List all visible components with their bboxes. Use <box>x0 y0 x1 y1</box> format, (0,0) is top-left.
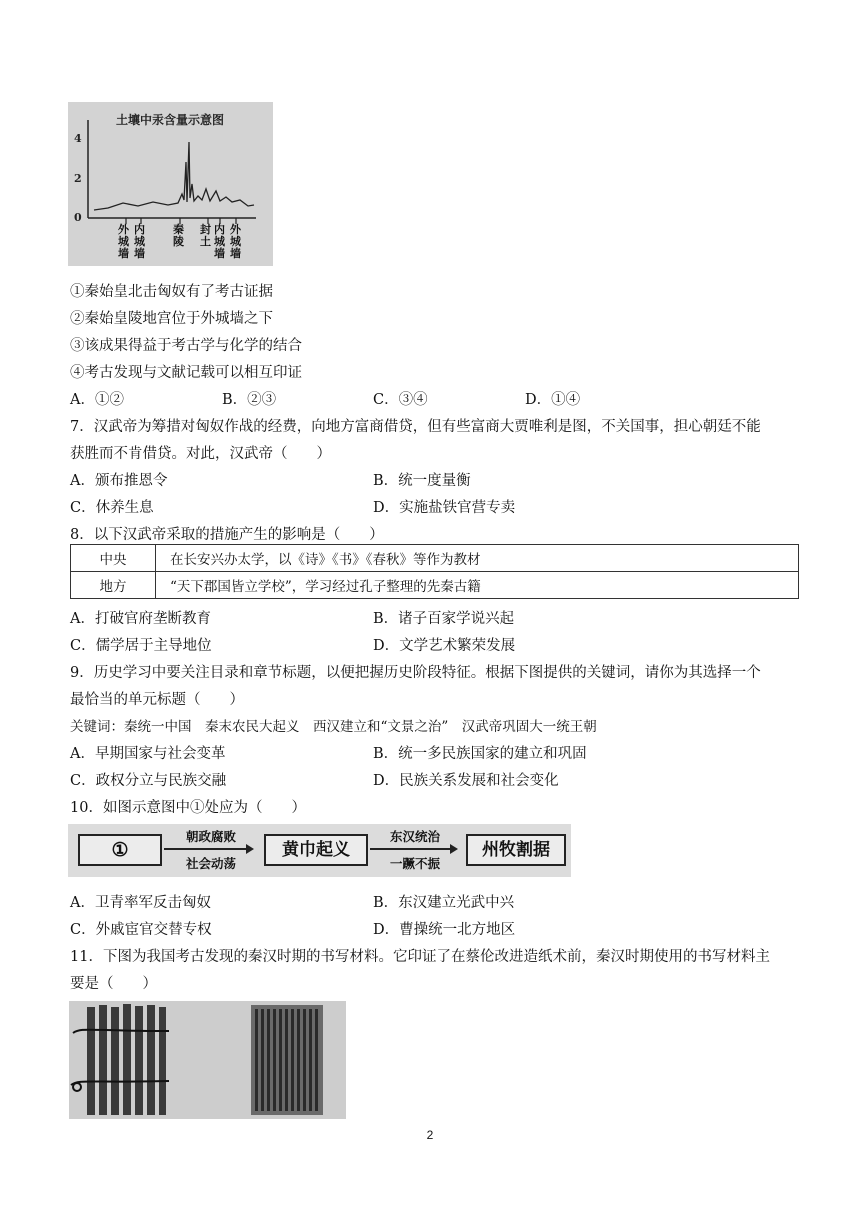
q10-option-a: A．卫青率军反击匈奴 <box>70 895 211 911</box>
q10-stem: 10．如图示意图中①处应为（ ） <box>70 800 306 816</box>
q11-stem-line1: 11．下图为我国考古发现的秦汉时期的书写材料。它印证了在蔡伦改进造纸术前，秦汉时期使用的书写材料主 <box>70 949 770 965</box>
x-label-mound: 封土 <box>200 223 211 248</box>
q8-stem: 8．以下汉武帝采取的措施产生的影响是（ ） <box>70 527 384 543</box>
table-value-central: 在长安兴办太学，以《诗》《书》《春秋》等作为教材 <box>156 545 799 572</box>
q6-statement-4: ④考古发现与文献记载可以相互印证 <box>70 365 302 381</box>
x-label-inner-wall-left: 内城墙 <box>134 223 145 260</box>
flow-arrow1-bottom-label: 社会动荡 <box>185 856 236 871</box>
q9-option-c: C．政权分立与民族交融 <box>70 773 227 789</box>
q6-option-b: B．②③ <box>222 392 277 408</box>
q7-stem-line1: 7．汉武帝为筹措对匈奴作战的经费，向地方富商借贷，但有些富商大贾唯利是图，不关国事，担心朝廷不能 <box>70 419 761 435</box>
bamboo-and-silk-image <box>69 1001 346 1119</box>
table-value-local: “天下郡国皆立学校”，学习经过孔子整理的先秦古籍 <box>156 572 799 599</box>
flow-arrow-1 <box>164 848 252 850</box>
page-number: 2 <box>426 1128 434 1142</box>
q9-option-d: D．民族关系发展和社会变化 <box>373 773 559 789</box>
q9-option-b: B．统一多民族国家的建立和巩固 <box>373 746 587 762</box>
y-tick-2: 2 <box>74 172 82 185</box>
flow-box-1: ① <box>78 834 162 866</box>
q9-stem-line1: 9．历史学习中要关注目录和章节标题，以便把握历史阶段特征。根据下图提供的关键词，请你为其选择一个 <box>70 665 761 681</box>
flow-arrow2-top-label: 东汉统治 <box>389 829 440 844</box>
flow-arrow-2 <box>370 848 456 850</box>
q10-option-c: C．外戚宦官交替专权 <box>70 922 212 938</box>
soil-mercury-figure <box>68 102 273 266</box>
chart-title: 土壤中汞含量示意图 <box>116 113 225 127</box>
q7-option-a: A．颁布推恩令 <box>70 473 168 489</box>
q6-statement-2: ②秦始皇陵地宫位于外城墙之下 <box>70 311 273 327</box>
flow-arrow1-top-label: 朝政腐败 <box>185 829 236 844</box>
flow-arrow2-bottom-label: 一蹶不振 <box>389 856 440 871</box>
q8-option-d: D．文学艺术繁荣发展 <box>373 638 516 654</box>
table-key-central: 中央 <box>71 545 156 572</box>
q8-option-b: B．诸子百家学说兴起 <box>373 611 515 627</box>
q9-keywords: 关键词：秦统一中国 秦末农民大起义 西汉建立和“文景之治” 汉武帝巩固大一统王朝 <box>70 719 597 735</box>
x-label-qin-mausoleum: 秦陵 <box>173 223 184 248</box>
q6-option-a: A．①② <box>70 392 124 408</box>
q9-stem-line2: 最恰当的单元标题（ ） <box>70 692 244 708</box>
writing-materials-photo <box>69 1001 346 1119</box>
q6-option-d: D．①④ <box>525 392 581 408</box>
q7-stem-line2: 获胜而不肯借贷。对此，汉武帝（ ） <box>70 446 331 462</box>
flow-box-3: 州牧割据 <box>466 834 566 866</box>
q8-option-a: A．打破官府垄断教育 <box>70 611 211 627</box>
q8-measures-table <box>70 544 799 599</box>
q6-option-c: C．③④ <box>373 392 428 408</box>
q10-option-d: D．曹操统一北方地区 <box>373 922 516 938</box>
x-label-outer-wall-right: 外城墙 <box>230 223 241 260</box>
q10-flow-diagram <box>68 824 571 877</box>
flow-box-2: 黄巾起义 <box>264 834 368 866</box>
q6-statement-1: ①秦始皇北击匈奴有了考古证据 <box>70 284 273 300</box>
q11-stem-line2: 要是（ ） <box>70 976 157 992</box>
table-key-local: 地方 <box>71 572 156 599</box>
x-label-inner-wall-right: 内城墙 <box>214 223 225 260</box>
y-tick-4: 4 <box>74 132 82 145</box>
y-tick-0: 0 <box>74 211 82 224</box>
q7-option-d: D．实施盐铁官营专卖 <box>373 500 516 516</box>
q7-option-c: C．休养生息 <box>70 500 154 516</box>
q9-option-a: A．早期国家与社会变革 <box>70 746 226 762</box>
q7-option-b: B．统一度量衡 <box>373 473 471 489</box>
q8-option-c: C．儒学居于主导地位 <box>70 638 212 654</box>
table-row <box>71 572 799 599</box>
x-label-outer-wall-left: 外城墙 <box>118 223 129 260</box>
q6-statement-3: ③该成果得益于考古学与化学的结合 <box>70 338 302 354</box>
table-row <box>71 545 799 572</box>
q10-option-b: B．东汉建立光武中兴 <box>373 895 515 911</box>
